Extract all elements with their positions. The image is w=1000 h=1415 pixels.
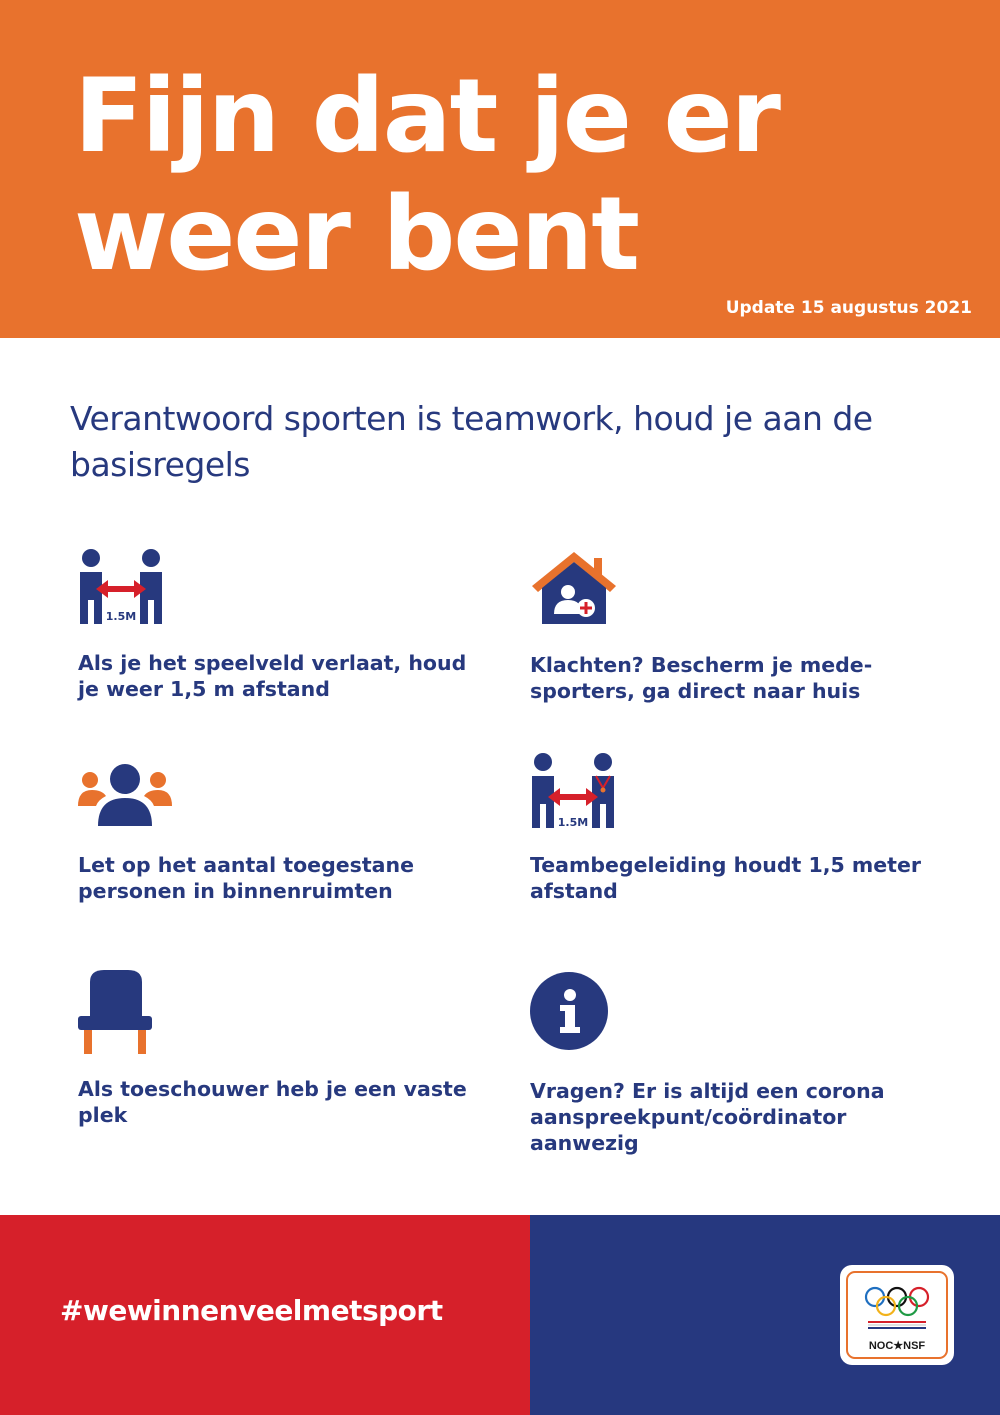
two-people-distance-icon [78, 548, 168, 626]
rule-text: Als je het speelveld verlaat, houd je weer 1,5 m afstand [78, 651, 467, 701]
logo-frame [846, 1271, 948, 1359]
rule-text: Vragen? Er is altijd een corona aanspreekpunt/coördinator aanwezig [530, 1079, 885, 1155]
rule-text: Let op het aantal toegestane personen in binnenruimten [78, 853, 414, 903]
svg-text:1.5M: 1.5M [105, 610, 137, 623]
noc-nsf-logo [840, 1265, 954, 1365]
title-line-2: weer bent [74, 175, 638, 294]
page-title [74, 58, 779, 294]
info-icon [530, 972, 610, 1052]
rule-text: Klachten? Bescherm je mede-sporters, ga direct naar huis [530, 653, 873, 703]
svg-text:1.5M: 1.5M [557, 816, 589, 829]
title-line-1: Fijn dat je er [74, 57, 779, 176]
rule-text: Teambegeleiding houdt 1,5 meter afstand [530, 853, 921, 903]
group-people-icon [78, 762, 172, 830]
update-date: Update 15 augustus 2021 [725, 298, 972, 318]
hashtag: #wewinnenveelmetsport [60, 1294, 443, 1327]
logo-text: NOC★NSF [868, 1340, 926, 1352]
coach-distance-icon [530, 752, 620, 832]
house-sick-person-icon [530, 548, 620, 628]
header-banner [0, 0, 1000, 338]
intro-heading: Verantwoord sporten is teamwork, houd je aan de basisregels [70, 399, 873, 484]
chair-icon [78, 970, 154, 1054]
rule-text: Als toeschouwer heb je een vaste plek [78, 1077, 467, 1127]
